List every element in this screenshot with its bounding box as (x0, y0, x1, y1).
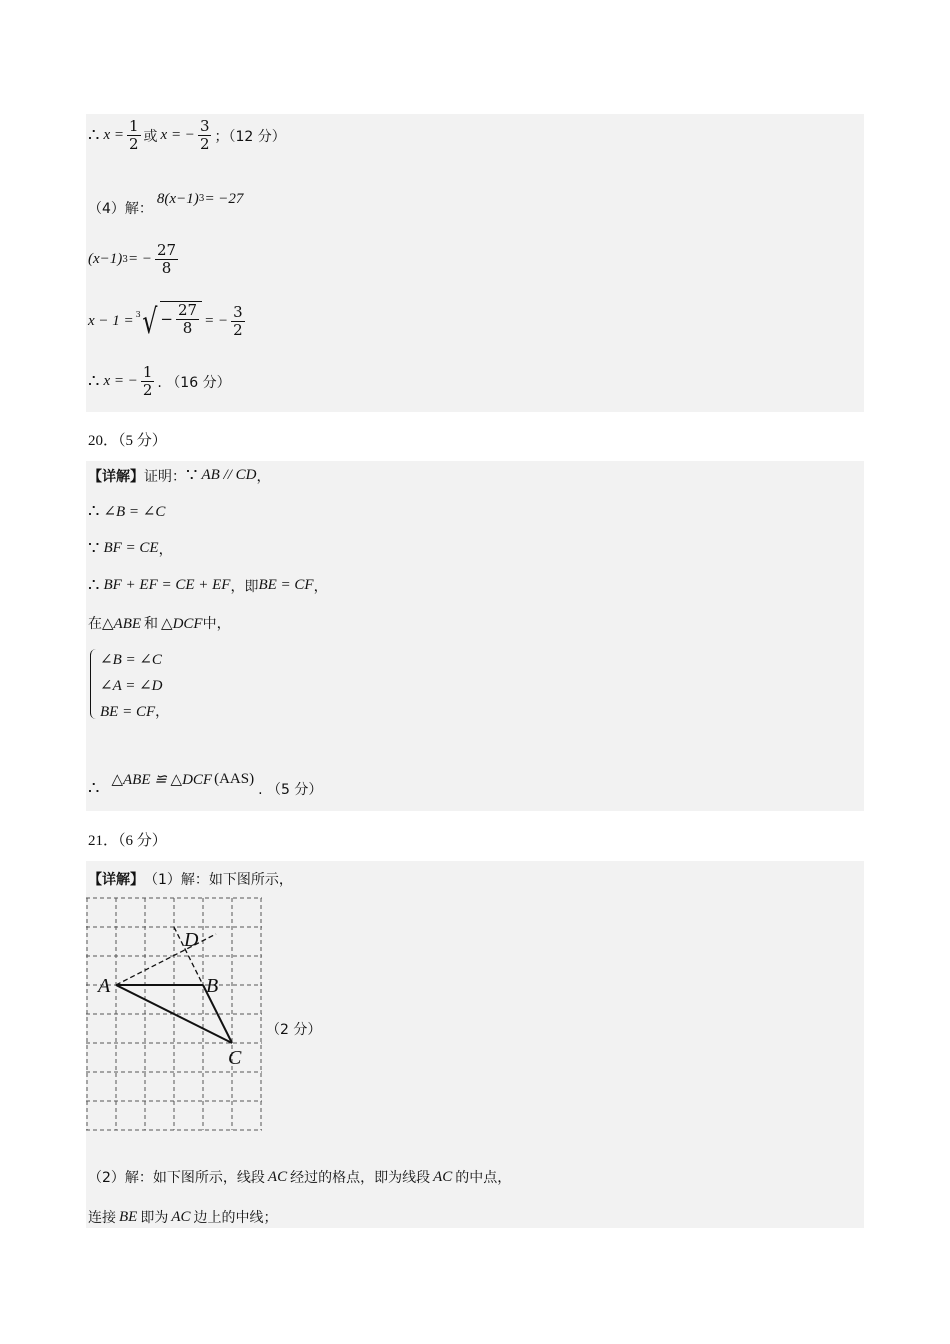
score-text: . （5 分） (258, 782, 323, 798)
text: ， (256, 468, 271, 485)
math-text: BF = CE (103, 540, 159, 556)
solution-line (88, 1207, 278, 1227)
math-text: BF + EF = CE + EF (103, 577, 231, 593)
math-text: = − (128, 251, 153, 268)
text: 在 (88, 616, 102, 632)
left-brace (90, 649, 98, 719)
text: 和 (144, 616, 159, 632)
score-text: （2 分） (266, 1022, 322, 1038)
proof-line (88, 613, 231, 633)
fraction: $\frac{27}{8}$ (178, 300, 198, 337)
point-label: D (184, 929, 199, 951)
point-label: A (98, 975, 111, 997)
math-text: AB // CD (201, 467, 257, 483)
solution-line (88, 869, 293, 889)
text: 即为 (140, 1210, 169, 1226)
math-text: x − 1 = (88, 313, 134, 330)
system-row: BE = CF， (100, 704, 170, 720)
because-symbol: ∵ (186, 465, 198, 486)
solution-panel-3 (86, 861, 864, 1228)
question-heading: 20．（5 分） (88, 433, 167, 449)
math-text: = − (204, 313, 229, 330)
equation-line (88, 300, 248, 342)
solution-panel-2 (86, 461, 864, 811)
math-text: △ABE ≌ △DCF (111, 771, 213, 788)
therefore-symbol: ∴ (88, 371, 100, 393)
detail-tag: 【详解】 (88, 872, 144, 888)
point-label: C (228, 1047, 242, 1069)
equation-line (88, 180, 243, 218)
grid-figure (86, 896, 266, 1132)
text: 连接 (88, 1210, 116, 1226)
therefore-symbol: ∴ (88, 777, 100, 799)
text: 中， (202, 616, 231, 632)
because-symbol: ∵ (88, 538, 100, 559)
math-text: x = − (160, 127, 195, 144)
math-text: x = (103, 127, 124, 144)
exponent: 3 (198, 194, 205, 204)
math-text: ∠B = ∠C (103, 504, 166, 520)
system-row: ∠B = ∠C (100, 652, 162, 668)
text: 的中点， (455, 1170, 512, 1186)
text: ， (313, 578, 328, 595)
equation-line (88, 364, 231, 400)
cube-root: 3 √ − $\frac{27}{8}$ (136, 305, 202, 339)
text: ， (158, 541, 173, 558)
math-text: AC (267, 1168, 288, 1185)
therefore-symbol: ∴ (88, 575, 100, 596)
part-label: （4）解： (88, 201, 153, 217)
text: （1）解：如下图所示， (144, 872, 293, 888)
math-text: △DCF (161, 615, 203, 632)
math-text: △ABE (102, 615, 142, 632)
proof-line (88, 759, 322, 799)
fraction: $\frac{27}{8}$ (157, 241, 177, 278)
fraction: $\frac{1}{2}$ (128, 117, 139, 154)
text: 或 (143, 128, 158, 145)
math-text: x = − (103, 373, 138, 390)
question-heading: 21．（6 分） (88, 833, 167, 849)
solution-panel-1 (86, 114, 864, 412)
math-text: AC (433, 1168, 453, 1185)
therefore-symbol: ∴ (88, 501, 100, 522)
proof-line (88, 501, 165, 522)
solution-line (88, 1167, 511, 1187)
math-text: (x−1) (88, 251, 123, 268)
text: 证明： (144, 468, 186, 485)
exponent: 3 (122, 254, 129, 265)
score-text: . （16 分） (157, 374, 231, 391)
text: 经过的格点，即为线段 (290, 1170, 431, 1186)
fraction: $\frac{3}{2}$ (233, 303, 243, 340)
math-text: AC (171, 1208, 191, 1225)
therefore-symbol: ∴ (88, 125, 100, 147)
score-text: ；（12 分） (214, 128, 286, 145)
text: 边上的中线； (193, 1210, 278, 1226)
root-index: 3 (135, 310, 141, 320)
detail-tag: 【详解】 (88, 468, 144, 485)
proof-line (88, 538, 173, 559)
fraction: $\frac{1}{2}$ (142, 363, 153, 400)
system-row: ∠A = ∠D (100, 678, 163, 694)
math-text: (AAS) (214, 770, 255, 787)
math-text: 8(x−1) (156, 190, 199, 207)
point-label: B (206, 975, 219, 997)
proof-line (88, 465, 270, 486)
fraction: $\frac{3}{2}$ (199, 117, 210, 154)
equation-system (90, 647, 169, 725)
proof-line (88, 575, 328, 596)
math-text: = −27 (204, 190, 244, 207)
math-text: BE = CF (258, 577, 314, 593)
text: ，即 (230, 578, 259, 595)
math-text: BE (119, 1208, 138, 1225)
equation-line (88, 118, 286, 154)
equation-line (88, 242, 181, 278)
text: （2）解：如下图所示，线段 (88, 1170, 265, 1186)
